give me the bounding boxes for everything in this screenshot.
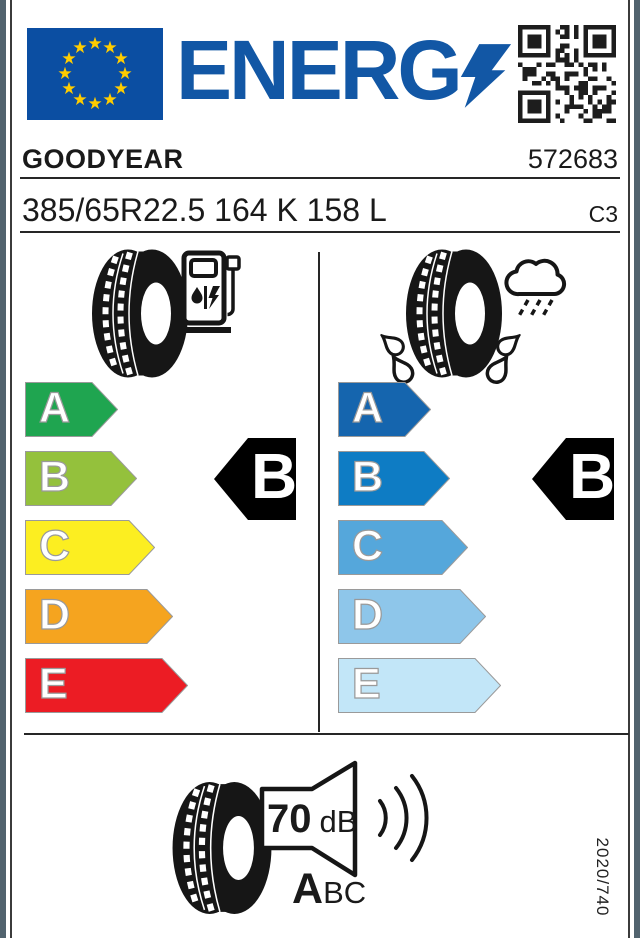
noise-class-letters: [292, 866, 366, 912]
energ-logo-text: ENERG: [176, 23, 460, 117]
wet-class-arrow-d: [338, 589, 486, 644]
noise-level: [267, 797, 357, 841]
wet-class-letter: C: [352, 521, 384, 570]
wet-class-arrow-e: [338, 658, 501, 713]
divider-noise: [24, 733, 629, 735]
noise-class-primary: A: [292, 865, 324, 913]
fuel-class-letter: C: [39, 521, 71, 570]
brand-name: GOODYEAR: [22, 144, 184, 174]
wet-rating-letter: B: [569, 440, 616, 513]
fuel-class-arrow-b: [25, 451, 137, 506]
eu-flag-star: ★: [102, 38, 118, 58]
eu-flag-star: ★: [117, 64, 133, 83]
noise-class-secondary: BC: [323, 875, 367, 910]
wet-class-letter: E: [352, 659, 381, 708]
noise-unit: dB: [319, 804, 358, 839]
rain-cloud-icon: [497, 250, 573, 330]
fuel-rating-letter: B: [251, 440, 298, 513]
divider-brand: [20, 177, 620, 179]
eu-flag-star: ★: [61, 79, 77, 98]
fuel-class-letter: E: [39, 659, 68, 708]
eu-flag-star: ★: [61, 49, 77, 68]
wet-rating-pointer: [532, 438, 614, 520]
divider-columns: [318, 252, 320, 732]
noise-value: 70: [267, 797, 312, 841]
fuel-class-arrow-c: [25, 520, 155, 575]
fuel-class-arrow-a: [25, 382, 118, 437]
wet-class-letter: B: [352, 452, 384, 501]
frame-right-bar: [634, 0, 640, 938]
regulation-number: 2020/740: [593, 837, 612, 917]
lightning-bolt-icon: [456, 44, 514, 115]
eu-flag-star: ★: [102, 89, 118, 109]
eu-flag-star: ★: [57, 64, 73, 83]
tyre-size-text: 385/65R22.5 164 K 158 L: [22, 192, 387, 228]
eu-flag-star: ★: [113, 49, 129, 68]
divider-size: [20, 231, 620, 233]
fuel-rating-pointer: [214, 438, 296, 520]
eu-flag-star: ★: [72, 38, 88, 58]
qr-code: [518, 25, 616, 123]
fuel-pump-icon: [181, 250, 245, 334]
fuel-class-arrow-e: [25, 658, 188, 713]
wet-class-arrow-a: [338, 382, 431, 437]
wet-class-letter: D: [352, 590, 384, 639]
article-number: 572683: [527, 144, 618, 174]
fuel-class-letter: B: [39, 452, 71, 501]
frame-right-line: [628, 0, 630, 938]
fuel-class-letter: A: [39, 383, 71, 432]
eu-flag-star: ★: [72, 89, 88, 109]
wet-class-letter: A: [352, 383, 384, 432]
wet-class-arrow-c: [338, 520, 468, 575]
tyre-class-text: C3: [588, 201, 618, 227]
wet-class-arrow-b: [338, 451, 450, 506]
eu-flag-star: ★: [113, 79, 129, 98]
eu-flag: [27, 28, 163, 120]
fuel-class-arrow-d: [25, 589, 173, 644]
fuel-tyre-icon: [90, 247, 190, 380]
frame-left-bar: [0, 0, 6, 938]
eu-flag-star: ★: [87, 94, 103, 113]
frame-left-line: [10, 0, 12, 938]
sound-waves-icon: [345, 758, 430, 880]
eu-flag-star: ★: [87, 34, 103, 53]
fuel-class-letter: D: [39, 590, 71, 639]
